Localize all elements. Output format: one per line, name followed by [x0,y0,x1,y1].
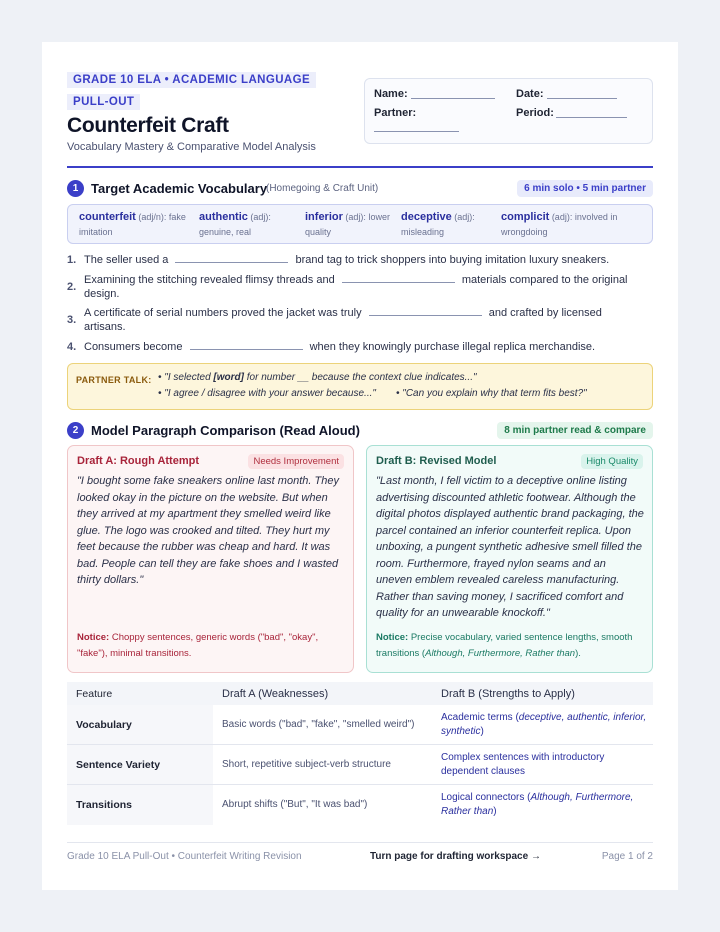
worksheet-page [42,42,678,890]
partner-talk-stem-2: • "I agree / disagree with your answer because..." [158,388,376,399]
course-kicker: GRADE 10 ELA • ACADEMIC LANGUAGE PULL-OUT [67,69,339,113]
draft-b-notice: Notice: Precise vocabulary, varied sentence lengths, smooth transitions (Although, Furthermore, Rather than). [376,632,633,659]
date-field[interactable] [547,89,617,99]
draft-a-cell: Abrupt shifts ("But", "It was bad") [222,799,368,810]
header-feature: Feature [76,687,113,700]
draft-a-cell: Basic words ("bad", "fake", "smelled weird") [222,718,415,730]
draft-b-cell: Logical connectors (Although, Furthermore, Rather than) [441,792,634,817]
section-1-number: 1 [67,180,84,197]
draft-b-cell: Academic terms (deceptive, authentic, inferior, synthetic) [441,711,647,737]
section-2-timing: 8 min partner read & compare [497,422,653,439]
section-1-timing: 6 min solo • 5 min partner [517,180,653,197]
partner-talk-stem-3: • "Can you explain why that term fits best?" [396,388,587,399]
section-2-number: 2 [67,422,84,439]
draft-a-notice: Notice: Choppy sentences, generic words ("bad", "okay", "fake"), minimal transitions. [77,632,319,659]
question-3: 3. A certificate of serial numbers proved the jacket was truly and crafted by licensed artisans. [67,307,602,333]
table-header-row [67,682,653,705]
next-page-link[interactable]: Turn page for drafting workspace → [370,851,541,862]
vocab-item: authentic (adj): genuine, real [199,211,271,237]
section-1-subtitle: (Homegoing & Craft Unit) [266,183,379,194]
vocab-bank [67,204,653,244]
partner-talk-stem-1: • "I selected [word] for number __ because the context clue indicates..." [158,372,477,383]
answer-blank-2[interactable] [342,273,455,283]
partner-talk-label: PARTNER TALK: [76,375,152,385]
draft-a-cell: Short, repetitive subject-verb structure [222,758,391,770]
vocab-item: deceptive (adj): misleading [401,211,475,237]
header-divider [67,166,653,168]
comparison-table [67,682,653,825]
period-label: Period: [516,107,554,119]
page-title: Counterfeit Craft [67,114,229,137]
section-1-title: Target Academic Vocabulary [91,181,268,196]
table-row [67,785,653,825]
period-field[interactable] [556,108,627,118]
draft-a-card [67,445,354,673]
vocab-item: complicit (adj): involved in wrongdoing [501,211,618,237]
partner-label: Partner: [374,107,417,119]
question-1: 1. The seller used a brand tag to trick shoppers into buying imitation luxury sneakers. [67,254,610,266]
partner-talk-box [67,363,653,410]
draft-b-title: Draft B: Revised Model [376,455,497,467]
vocab-item: inferior (adj): lower quality [305,211,390,237]
partner-field[interactable] [374,120,459,132]
page-subtitle: Vocabulary Mastery & Comparative Model Analysis [67,141,316,153]
footer-divider [67,842,653,843]
question-2: 2. Examining the stitching revealed flimsy threads and materials compared to the original design. [67,274,628,300]
footer-left: Grade 10 ELA Pull-Out • Counterfeit Writing Revision [67,851,302,862]
answer-blank-4[interactable] [190,340,303,350]
feature-cell: Transitions [67,785,213,825]
table-row [67,705,653,745]
name-field[interactable] [411,89,495,99]
high-quality-badge: High Quality [581,454,643,469]
name-label: Name: [374,88,408,100]
table-row [67,745,653,785]
answer-blank-3[interactable] [369,306,482,316]
draft-b-card [366,445,653,673]
section-2-title: Model Paragraph Comparison (Read Aloud) [91,423,360,438]
page-number: Page 1 of 2 [601,851,653,862]
draft-b-paragraph: "Last month, I fell victim to a deceptive online listing advertising discounted athletic footwear. Although the digital photos displayed authentic brand packaging, the parcel contained an inferior counterfeit replica. Upon unboxing, a pungent synthetic adhesive smell filled the room. Furthermore, frayed nylon seams and an uneven emblem revealed careless manufacturing. Rather than saving money, I sacrificed comfort and quality for an unwearable knockoff." [376,475,644,619]
header-draft-a: Draft A (Weaknesses) [222,687,329,700]
student-info-box [364,78,653,144]
date-label: Date: [516,88,544,100]
question-4: 4. Consumers become when they knowingly purchase illegal replica merchandise. [67,341,596,353]
feature-cell: Vocabulary [67,705,213,744]
draft-a-title: Draft A: Rough Attempt [77,455,199,467]
needs-improvement-badge: Needs Improvement [248,454,344,469]
draft-a-paragraph: "I bought some fake sneakers online last month. They looked okay in the picture on the website. But when they arrived at my apartment they smelled weird like glue. The logo was crooked and tilted. They hurt my feet because the rubber was cheap and hard. It was bad. People can tell they are fake shoes and I wasted thirty dollars." [77,475,339,586]
answer-blank-1[interactable] [175,253,288,263]
draft-b-cell: Complex sentences with introductory dependent clauses [441,751,605,777]
header-draft-b: Draft B (Strengths to Apply) [441,687,575,700]
feature-cell: Sentence Variety [67,745,213,784]
vocab-item: counterfeit (adj/n): fake imitation [79,211,186,237]
